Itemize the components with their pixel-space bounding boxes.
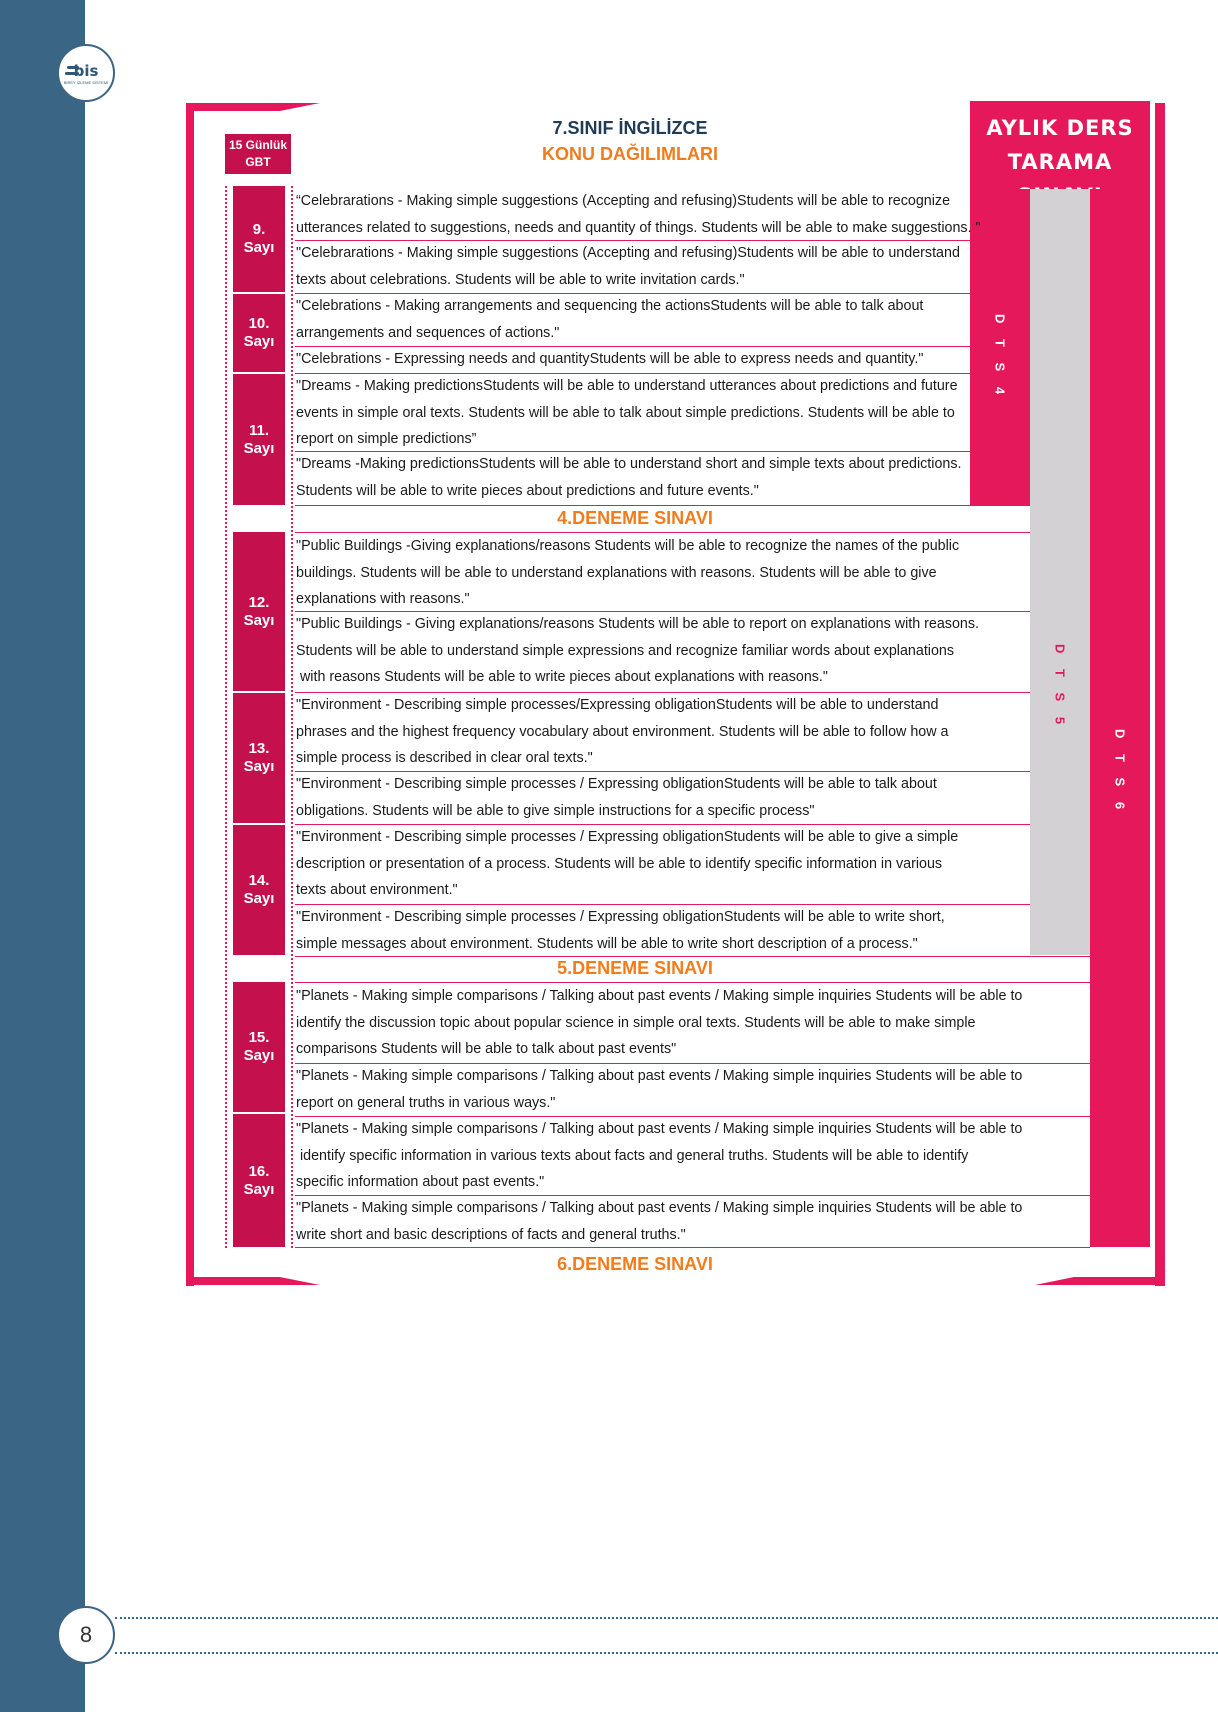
issue-number: 12. [248,593,270,611]
page-number: 8 [79,1622,93,1647]
issue-number: 11. [248,421,270,439]
dts5-label: D T S 5 [1052,644,1068,731]
page-number-badge [57,1606,115,1664]
issue-number: 14. [248,872,270,889]
logo-text: bis [73,62,99,80]
topic-row: "Dreams - Making predictionsStudents will be able to understand utterances about predictions and future events in simple oral texts. Students will be able to talk about simple predictions. Students will be able to report on simple predictions” [296,378,958,447]
frame-top-accent [186,103,320,111]
frame-bottom-accent [186,1277,320,1285]
topic-row: "Planets - Making simple comparisons / Talking about past events / Making simple inquiries Students will be able to identify specific information in various texts about facts and general truths. Students will be able to identify specific information about past events." [296,1121,1023,1190]
issue-number: 10. [248,315,270,332]
frame-right-border [1155,103,1165,1286]
bis-logo [57,44,115,102]
issue-badge [233,1114,285,1247]
topic-row: "Environment - Describing simple processes/Expressing obligationStudents will be able to understand phrases and the highest frequency vocabulary about environment. Students will be able to follow how a simple process is described in clear oral texts." [296,697,949,766]
topic-row: "Environment - Describing simple processes / Expressing obligationStudents will be able to write short, simple messages about environment. Students will be able to write short description of a process." [296,909,945,952]
topic-row: "Planets - Making simple comparisons / Talking about past events / Making simple inquiries Students will be able to report on general truths in various ways." [296,1068,1023,1111]
issue-number: 9. [252,221,266,238]
topic-row: "Environment - Describing simple processes / Expressing obligationStudents will be able to talk about obligations. Students will be able to give simple instructions for a specific process" [296,776,937,819]
issue-label: Sayı [243,439,275,457]
issue-badge [233,693,285,823]
monthly-exam-header [970,101,1150,189]
exam-label: 6.DENEME SINAVI [557,1254,713,1274]
issue-badge [233,982,285,1112]
dts5-column [1030,189,1090,955]
issue-label: Sayı [243,758,275,775]
topic-row: "Planets - Making simple comparisons / Talking about past events / Making simple inquiries Students will be able to identify the discussion topic about popular science in simple oral texts. Students will be able to make simple comparisons Students will be able to talk about past events" [296,988,1023,1057]
issue-number: 16. [248,1162,270,1180]
dts6-label: D T S 6 [1112,729,1128,816]
footer-dotted-line [115,1652,1218,1654]
footer-dotted-line [115,1617,1218,1619]
row-divider [295,1247,1090,1248]
issue-label: Sayı [243,890,275,907]
topic-row: "Environment - Describing simple processes / Expressing obligationStudents will be able to give a simple description or presentation of a process. Students will be able to identify specific information in various texts about environment." [296,829,959,898]
frame-bottom-right-accent [1035,1277,1165,1285]
frame-left-border [186,103,194,1286]
issue-number: 15. [248,1029,270,1046]
issue-label: Sayı [243,333,275,350]
topic-row: "Celebrations - Expressing needs and quantityStudents will be able to express needs and quantity." [296,351,924,367]
monthly-exam-line1: AYLIK DERS [986,116,1134,140]
issue-label: Sayı [243,1047,275,1064]
row-divider [295,505,1030,506]
dts4-label: D T S 4 [992,314,1008,401]
page-subtitle: KONU DAĞILIMLARI [542,144,718,164]
monthly-exam-line2: TARAMA [1007,150,1113,174]
issue-badge [233,186,285,292]
issue-badge [233,532,285,691]
logo-subtext: BİREY İZLEME SİSTEMİ [63,80,109,85]
exam-label: 5.DENEME SINAVI [557,958,713,978]
topic-row: "Dreams -Making predictionsStudents will be able to understand short and simple texts about predictions. Students will be able to write pieces about predictions and future events." [296,456,962,499]
dts6-column [1090,189,1150,1247]
issue-badge [233,825,285,955]
topic-row: “Celebrarations - Making simple suggestions (Accepting and refusing)Students will be able to recognize utterances related to suggestions, needs and quantity of things. Students will be able to make suggestions. " [296,193,981,236]
row-divider [295,956,1090,957]
topic-row: "Public Buildings -Giving explanations/reasons Students will be able to recognize the names of the public buildings. Students will be able to understand explanations with reasons. Students will be able to give explanations with reasons." [296,538,960,607]
gbt-header [225,134,291,174]
issue-badge [233,374,285,505]
issue-badge [233,294,285,372]
topic-row: "Public Buildings - Giving explanations/reasons Students will be able to report on explanations with reasons. Students will be able to understand simple expressions and recognize familiar words about explanations with reasons Students will be able to write pieces about explanations with reasons." [296,616,979,685]
gbt-label-line1: 15 Günlük [228,138,287,152]
issue-label: Sayı [243,611,275,629]
topic-row: "Planets - Making simple comparisons / Talking about past events / Making simple inquiries Students will be able to write short and basic descriptions of facts and general truths." [296,1200,1023,1243]
left-sidebar-band [0,0,85,1712]
issue-number: 13. [248,740,270,757]
issue-label: Sayı [243,239,275,256]
exam-label: 4.DENEME SINAVI [557,508,713,528]
topic-row: "Celebrations - Making arrangements and sequencing the actionsStudents will be able to talk about arrangements and sequences of actions." [296,298,924,341]
issue-label: Sayı [243,1180,275,1198]
gbt-label-line2: GBT [245,155,271,169]
page-title: 7.SINIF İNGİLİZCE [552,118,708,138]
topic-row: "Celebrarations - Making simple suggestions (Accepting and refusing)Students will be able to understand texts about celebrations. Students will be able to write invitation cards." [296,245,960,288]
